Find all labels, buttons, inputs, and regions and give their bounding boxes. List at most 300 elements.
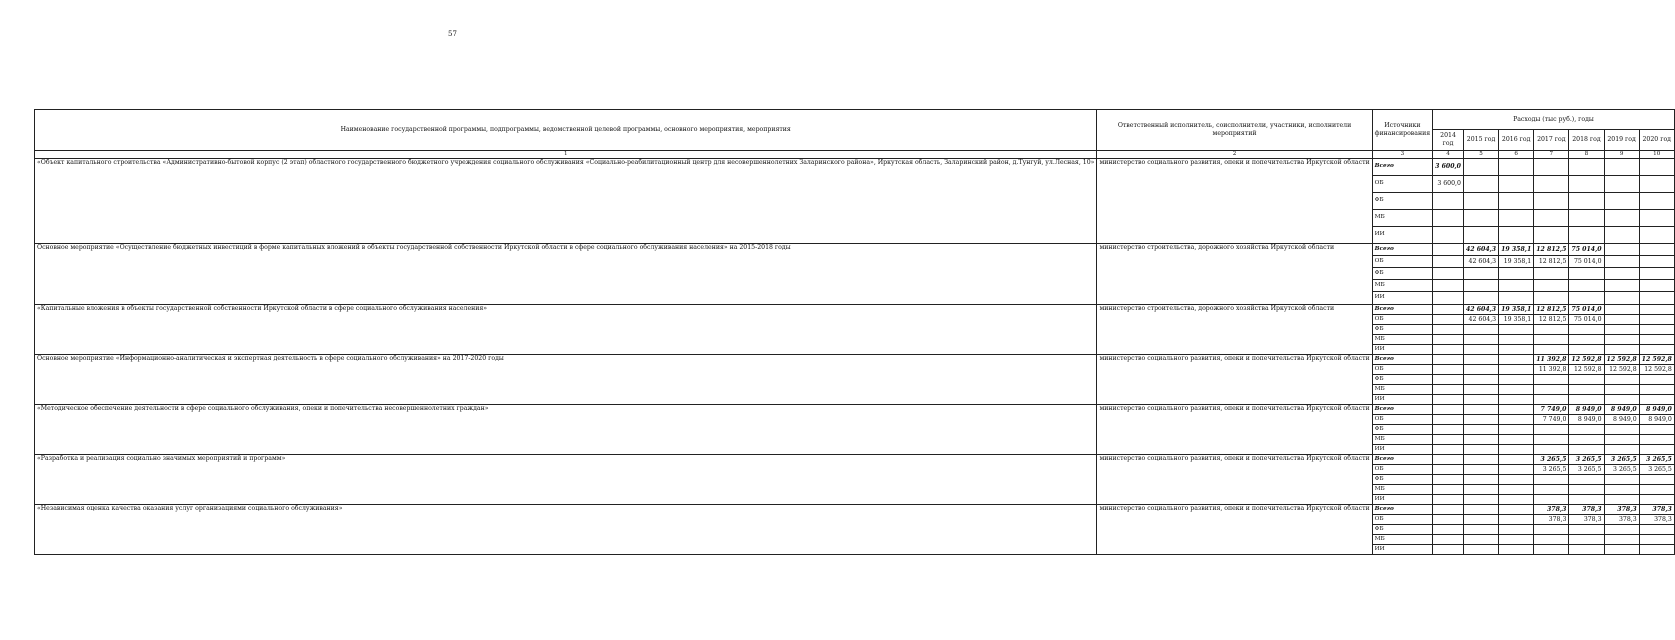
expense-value [1463, 176, 1498, 193]
expense-value [1433, 415, 1464, 425]
expense-value [1569, 545, 1604, 555]
expense-value [1463, 545, 1498, 555]
expense-value: 42 604,3 [1463, 244, 1498, 256]
expense-value [1463, 355, 1498, 365]
expense-value: 3 265,5 [1604, 455, 1639, 465]
header-year: 2018 год [1569, 130, 1604, 151]
funding-source: Всего [1372, 405, 1433, 415]
expense-value: 3 265,5 [1639, 455, 1674, 465]
expense-value [1463, 445, 1498, 455]
funding-source: ФБ [1372, 375, 1433, 385]
column-number: 10 [1639, 151, 1674, 159]
expense-value [1534, 335, 1569, 345]
expense-value [1433, 515, 1464, 525]
expense-value [1534, 435, 1569, 445]
expense-value [1463, 465, 1498, 475]
funding-source: ОБ [1372, 465, 1433, 475]
expense-value [1499, 355, 1534, 365]
expense-value [1499, 227, 1534, 244]
expense-value [1604, 475, 1639, 485]
expense-value [1604, 244, 1639, 256]
expense-value: 3 265,5 [1639, 465, 1674, 475]
expense-value [1534, 425, 1569, 435]
expense-value [1569, 210, 1604, 227]
expense-value [1604, 435, 1639, 445]
expense-value [1534, 268, 1569, 280]
expense-value [1433, 315, 1464, 325]
responsible-executor: министерство социального развития, опеки и попечительства Иркутской области [1097, 505, 1372, 555]
expense-value [1604, 305, 1639, 315]
funding-source: ФБ [1372, 425, 1433, 435]
expense-value: 3 600,0 [1433, 159, 1464, 176]
expense-value [1463, 227, 1498, 244]
column-number: 4 [1433, 151, 1464, 159]
expense-value [1569, 159, 1604, 176]
expense-value: 12 812,5 [1534, 244, 1569, 256]
header-source: Источники финансирования [1372, 110, 1433, 151]
expense-value [1639, 280, 1674, 292]
expense-value [1604, 292, 1639, 305]
expense-value [1534, 227, 1569, 244]
expense-value: 8 949,0 [1604, 405, 1639, 415]
expense-value [1534, 395, 1569, 405]
funding-source: МБ [1372, 485, 1433, 495]
expense-value [1433, 525, 1464, 535]
expense-value [1604, 375, 1639, 385]
expense-value [1569, 176, 1604, 193]
expense-value [1569, 268, 1604, 280]
expense-value: 19 358,1 [1499, 256, 1534, 268]
expense-value [1639, 325, 1674, 335]
expense-value [1499, 455, 1534, 465]
expense-value [1499, 325, 1534, 335]
expense-value: 19 358,1 [1499, 305, 1534, 315]
expense-value [1569, 485, 1604, 495]
expense-value [1639, 268, 1674, 280]
expense-value [1463, 405, 1498, 415]
funding-source: ФБ [1372, 268, 1433, 280]
expense-value [1463, 535, 1498, 545]
expense-value: 11 392,8 [1534, 365, 1569, 375]
expense-value [1499, 445, 1534, 455]
expense-value: 8 949,0 [1639, 415, 1674, 425]
expense-value [1604, 315, 1639, 325]
expense-value [1499, 415, 1534, 425]
expense-value: 378,3 [1569, 505, 1604, 515]
expense-value [1534, 485, 1569, 495]
expense-value: 75 014,0 [1569, 256, 1604, 268]
expense-value [1604, 210, 1639, 227]
expense-value [1433, 335, 1464, 345]
funding-source: ИИ [1372, 292, 1433, 305]
expense-value [1604, 395, 1639, 405]
expense-value: 19 358,1 [1499, 244, 1534, 256]
expense-value: 19 358,1 [1499, 315, 1534, 325]
program-name: Основное мероприятие «Осуществление бюджетных инвестиций в форме капитальных вложений в объекты государственной собственности Иркутской области в сфере социального обслуживания населения» на 2015-2018 годы [35, 244, 1097, 305]
table-row [35, 159, 1675, 176]
expense-value [1604, 485, 1639, 495]
expense-value [1639, 315, 1674, 325]
table-row [35, 355, 1675, 365]
page-number: 57 [448, 30, 457, 38]
funding-source: МБ [1372, 535, 1433, 545]
expense-value: 12 592,8 [1569, 355, 1604, 365]
program-name: «Методическое обеспечение деятельности в сфере социального обслуживания, опеки и попечительства несовершеннолетних граждан» [35, 405, 1097, 455]
expense-value [1433, 405, 1464, 415]
expense-value [1534, 375, 1569, 385]
expense-value [1499, 292, 1534, 305]
table-row [35, 455, 1675, 465]
funding-source: ИИ [1372, 227, 1433, 244]
expense-value [1463, 280, 1498, 292]
expense-value [1569, 395, 1604, 405]
expense-value [1569, 495, 1604, 505]
expense-value [1569, 193, 1604, 210]
expense-value: 378,3 [1639, 505, 1674, 515]
expense-value: 378,3 [1604, 505, 1639, 515]
funding-source: МБ [1372, 435, 1433, 445]
expense-value: 8 949,0 [1604, 415, 1639, 425]
expense-value: 378,3 [1604, 515, 1639, 525]
funding-source: ФБ [1372, 193, 1433, 210]
expense-value [1499, 335, 1534, 345]
expense-value [1534, 385, 1569, 395]
expense-value [1639, 445, 1674, 455]
expense-value [1604, 325, 1639, 335]
expense-value [1639, 256, 1674, 268]
funding-source: ОБ [1372, 515, 1433, 525]
expense-value [1534, 475, 1569, 485]
expense-value [1639, 495, 1674, 505]
funding-source: ИИ [1372, 495, 1433, 505]
header-year: 2014 год [1433, 130, 1464, 151]
expense-value [1499, 365, 1534, 375]
funding-source: ОБ [1372, 176, 1433, 193]
funding-source: ОБ [1372, 365, 1433, 375]
expense-value [1433, 545, 1464, 555]
expense-value: 7 749,0 [1534, 405, 1569, 415]
responsible-executor: министерство строительства, дорожного хозяйства Иркутской области [1097, 305, 1372, 355]
expense-value [1534, 495, 1569, 505]
expense-value [1433, 268, 1464, 280]
expense-value [1639, 475, 1674, 485]
expense-value [1534, 210, 1569, 227]
table-row [35, 305, 1675, 315]
expense-value [1433, 365, 1464, 375]
expense-value [1433, 280, 1464, 292]
expense-value: 378,3 [1639, 515, 1674, 525]
expense-value [1604, 525, 1639, 535]
expense-value [1463, 325, 1498, 335]
expense-value [1433, 256, 1464, 268]
funding-source: МБ [1372, 385, 1433, 395]
expense-value [1534, 292, 1569, 305]
expense-value [1499, 485, 1534, 495]
expense-value [1433, 227, 1464, 244]
expense-value [1569, 425, 1604, 435]
expense-value [1463, 193, 1498, 210]
expense-value [1433, 305, 1464, 315]
expense-value [1569, 385, 1604, 395]
expense-value [1499, 405, 1534, 415]
expense-value: 12 812,5 [1534, 315, 1569, 325]
expense-value [1604, 193, 1639, 210]
expense-value [1569, 345, 1604, 355]
expense-value [1604, 280, 1639, 292]
responsible-executor: министерство социального развития, опеки и попечительства Иркутской области [1097, 405, 1372, 455]
funding-source: МБ [1372, 335, 1433, 345]
expense-value: 12 592,8 [1639, 365, 1674, 375]
column-number: 1 [35, 151, 1097, 159]
expense-value: 8 949,0 [1569, 415, 1604, 425]
header-year: 2016 год [1499, 130, 1534, 151]
funding-source: ИИ [1372, 345, 1433, 355]
expense-value [1499, 435, 1534, 445]
header-responsible: Ответственный исполнитель, соисполнители, участники, исполнители мероприятий [1097, 110, 1372, 151]
expense-value [1604, 256, 1639, 268]
column-number: 7 [1534, 151, 1569, 159]
funding-source: ФБ [1372, 475, 1433, 485]
expense-value [1499, 505, 1534, 515]
expense-value: 3 600,0 [1433, 176, 1464, 193]
expense-value [1639, 435, 1674, 445]
expense-value [1433, 385, 1464, 395]
expense-value [1569, 525, 1604, 535]
expense-value [1534, 176, 1569, 193]
expense-value [1433, 435, 1464, 445]
budget-table [34, 109, 1675, 555]
expense-value [1534, 545, 1569, 555]
expense-value [1534, 280, 1569, 292]
expense-value: 42 604,3 [1463, 256, 1498, 268]
expense-value [1433, 395, 1464, 405]
expense-value [1569, 535, 1604, 545]
program-name: «Капитальные вложения в объекты государственной собственности Иркутской области в сфере социального обслуживания населения» [35, 305, 1097, 355]
funding-source: ОБ [1372, 315, 1433, 325]
expense-value [1463, 365, 1498, 375]
table-row [35, 405, 1675, 415]
funding-source: Всего [1372, 505, 1433, 515]
expense-value: 12 592,8 [1569, 365, 1604, 375]
expense-value: 3 265,5 [1569, 455, 1604, 465]
expense-value [1499, 535, 1534, 545]
expense-value [1569, 325, 1604, 335]
expense-value [1463, 159, 1498, 176]
expense-value [1604, 545, 1639, 555]
column-number: 3 [1372, 151, 1433, 159]
responsible-executor: министерство социального развития, опеки и попечительства Иркутской области [1097, 159, 1372, 244]
expense-value [1639, 193, 1674, 210]
expense-value [1433, 445, 1464, 455]
expense-value [1639, 345, 1674, 355]
funding-source: МБ [1372, 210, 1433, 227]
expense-value [1639, 485, 1674, 495]
expense-value [1499, 395, 1534, 405]
expense-value [1604, 335, 1639, 345]
column-number: 2 [1097, 151, 1372, 159]
expense-value [1463, 515, 1498, 525]
expense-value [1639, 385, 1674, 395]
funding-source: ИИ [1372, 545, 1433, 555]
header-year: 2015 год [1463, 130, 1498, 151]
expense-value [1499, 515, 1534, 525]
expense-value [1463, 525, 1498, 535]
expense-value [1604, 176, 1639, 193]
expense-value [1639, 395, 1674, 405]
expense-value [1463, 385, 1498, 395]
funding-source: ОБ [1372, 256, 1433, 268]
expense-value [1463, 395, 1498, 405]
expense-value: 42 604,3 [1463, 315, 1498, 325]
responsible-executor: министерство социального развития, опеки и попечительства Иркутской области [1097, 455, 1372, 505]
expense-value [1639, 210, 1674, 227]
expense-value [1499, 159, 1534, 176]
header-expenses: Расходы (тыс руб.), годы [1433, 110, 1675, 130]
program-name: «Разработка и реализация социально значимых мероприятий и программ» [35, 455, 1097, 505]
expense-value [1433, 244, 1464, 256]
expense-value [1639, 244, 1674, 256]
expense-value [1534, 193, 1569, 210]
funding-source: МБ [1372, 280, 1433, 292]
header-name: Наименование государственной программы, подпрограммы, ведомственной целевой программы, основного мероприятия, мероприятия [35, 110, 1097, 151]
expense-value [1499, 545, 1534, 555]
expense-value [1463, 268, 1498, 280]
expense-value [1499, 268, 1534, 280]
funding-source: ФБ [1372, 325, 1433, 335]
expense-value [1433, 475, 1464, 485]
expense-value [1534, 345, 1569, 355]
column-number: 9 [1604, 151, 1639, 159]
expense-value [1433, 193, 1464, 210]
expense-value [1433, 505, 1464, 515]
expense-value [1499, 375, 1534, 385]
expense-value [1463, 485, 1498, 495]
expense-value [1499, 210, 1534, 227]
expense-value: 11 392,8 [1534, 355, 1569, 365]
expense-value [1569, 227, 1604, 244]
expense-value: 378,3 [1534, 515, 1569, 525]
expense-value [1499, 525, 1534, 535]
expense-value [1639, 545, 1674, 555]
expense-value [1433, 535, 1464, 545]
header-year: 2019 год [1604, 130, 1639, 151]
responsible-executor: министерство строительства, дорожного хозяйства Иркутской области [1097, 244, 1372, 305]
expense-value: 75 014,0 [1569, 305, 1604, 315]
expense-value: 3 265,5 [1604, 465, 1639, 475]
responsible-executor: министерство социального развития, опеки и попечительства Иркутской области [1097, 355, 1372, 405]
expense-value [1433, 345, 1464, 355]
expense-value [1433, 292, 1464, 305]
expense-value [1499, 475, 1534, 485]
expense-value [1604, 385, 1639, 395]
expense-value [1604, 345, 1639, 355]
expense-value [1499, 495, 1534, 505]
expense-value [1569, 280, 1604, 292]
expense-value [1463, 435, 1498, 445]
expense-value [1499, 385, 1534, 395]
expense-value [1433, 465, 1464, 475]
expense-value [1639, 159, 1674, 176]
expense-value [1604, 159, 1639, 176]
program-name: «Объект капитального строительства «Административно-бытовой корпус (2 этап) областного государственного бюджетного учреждения социального обслуживания «Социально-реабилитационный центр для несовершеннолетних Заларинского района», Иркутская область, Заларинский район, д.Тунгуй, ул.Лесная, 10» [35, 159, 1097, 244]
expense-value [1499, 176, 1534, 193]
expense-value [1433, 485, 1464, 495]
expense-value: 75 014,0 [1569, 315, 1604, 325]
column-number: 6 [1499, 151, 1534, 159]
expense-value [1463, 475, 1498, 485]
expense-value [1499, 465, 1534, 475]
expense-value: 7 749,0 [1534, 415, 1569, 425]
expense-value [1499, 280, 1534, 292]
header-year: 2017 год [1534, 130, 1569, 151]
expense-value [1569, 475, 1604, 485]
expense-value [1499, 425, 1534, 435]
expense-value: 12 592,8 [1639, 355, 1674, 365]
expense-value [1639, 425, 1674, 435]
expense-value [1639, 335, 1674, 345]
funding-source: ИИ [1372, 395, 1433, 405]
funding-source: ИИ [1372, 445, 1433, 455]
expense-value: 8 949,0 [1569, 405, 1604, 415]
expense-value: 378,3 [1569, 515, 1604, 525]
expense-value [1433, 455, 1464, 465]
table-row [35, 244, 1675, 256]
expense-value [1433, 355, 1464, 365]
expense-value [1534, 445, 1569, 455]
funding-source: Всего [1372, 305, 1433, 315]
program-name: «Независимая оценка качества оказания услуг организациями социального обслуживания» [35, 505, 1097, 555]
expense-value [1463, 335, 1498, 345]
expense-value [1534, 525, 1569, 535]
expense-value [1604, 495, 1639, 505]
header-year: 2020 год [1639, 130, 1674, 151]
funding-source: Всего [1372, 355, 1433, 365]
expense-value [1463, 455, 1498, 465]
expense-value [1463, 505, 1498, 515]
expense-value [1604, 445, 1639, 455]
expense-value [1639, 292, 1674, 305]
expense-value [1639, 375, 1674, 385]
expense-value: 12 812,5 [1534, 305, 1569, 315]
expense-value [1604, 425, 1639, 435]
expense-value [1433, 495, 1464, 505]
expense-value [1463, 292, 1498, 305]
column-number: 8 [1569, 151, 1604, 159]
expense-value: 3 265,5 [1534, 465, 1569, 475]
column-number: 5 [1463, 151, 1498, 159]
funding-source: Всего [1372, 159, 1433, 176]
funding-source: ФБ [1372, 525, 1433, 535]
expense-value [1499, 193, 1534, 210]
expense-value [1534, 159, 1569, 176]
expense-value: 378,3 [1534, 505, 1569, 515]
expense-value [1433, 425, 1464, 435]
expense-value [1463, 425, 1498, 435]
expense-value [1639, 535, 1674, 545]
expense-value [1639, 525, 1674, 535]
expense-value [1463, 345, 1498, 355]
expense-value [1569, 445, 1604, 455]
expense-value: 3 265,5 [1569, 465, 1604, 475]
expense-value [1463, 415, 1498, 425]
expense-value [1499, 345, 1534, 355]
funding-source: Всего [1372, 455, 1433, 465]
expense-value [1639, 176, 1674, 193]
expense-value [1639, 305, 1674, 315]
expense-value [1639, 227, 1674, 244]
expense-value [1569, 375, 1604, 385]
expense-value [1569, 335, 1604, 345]
